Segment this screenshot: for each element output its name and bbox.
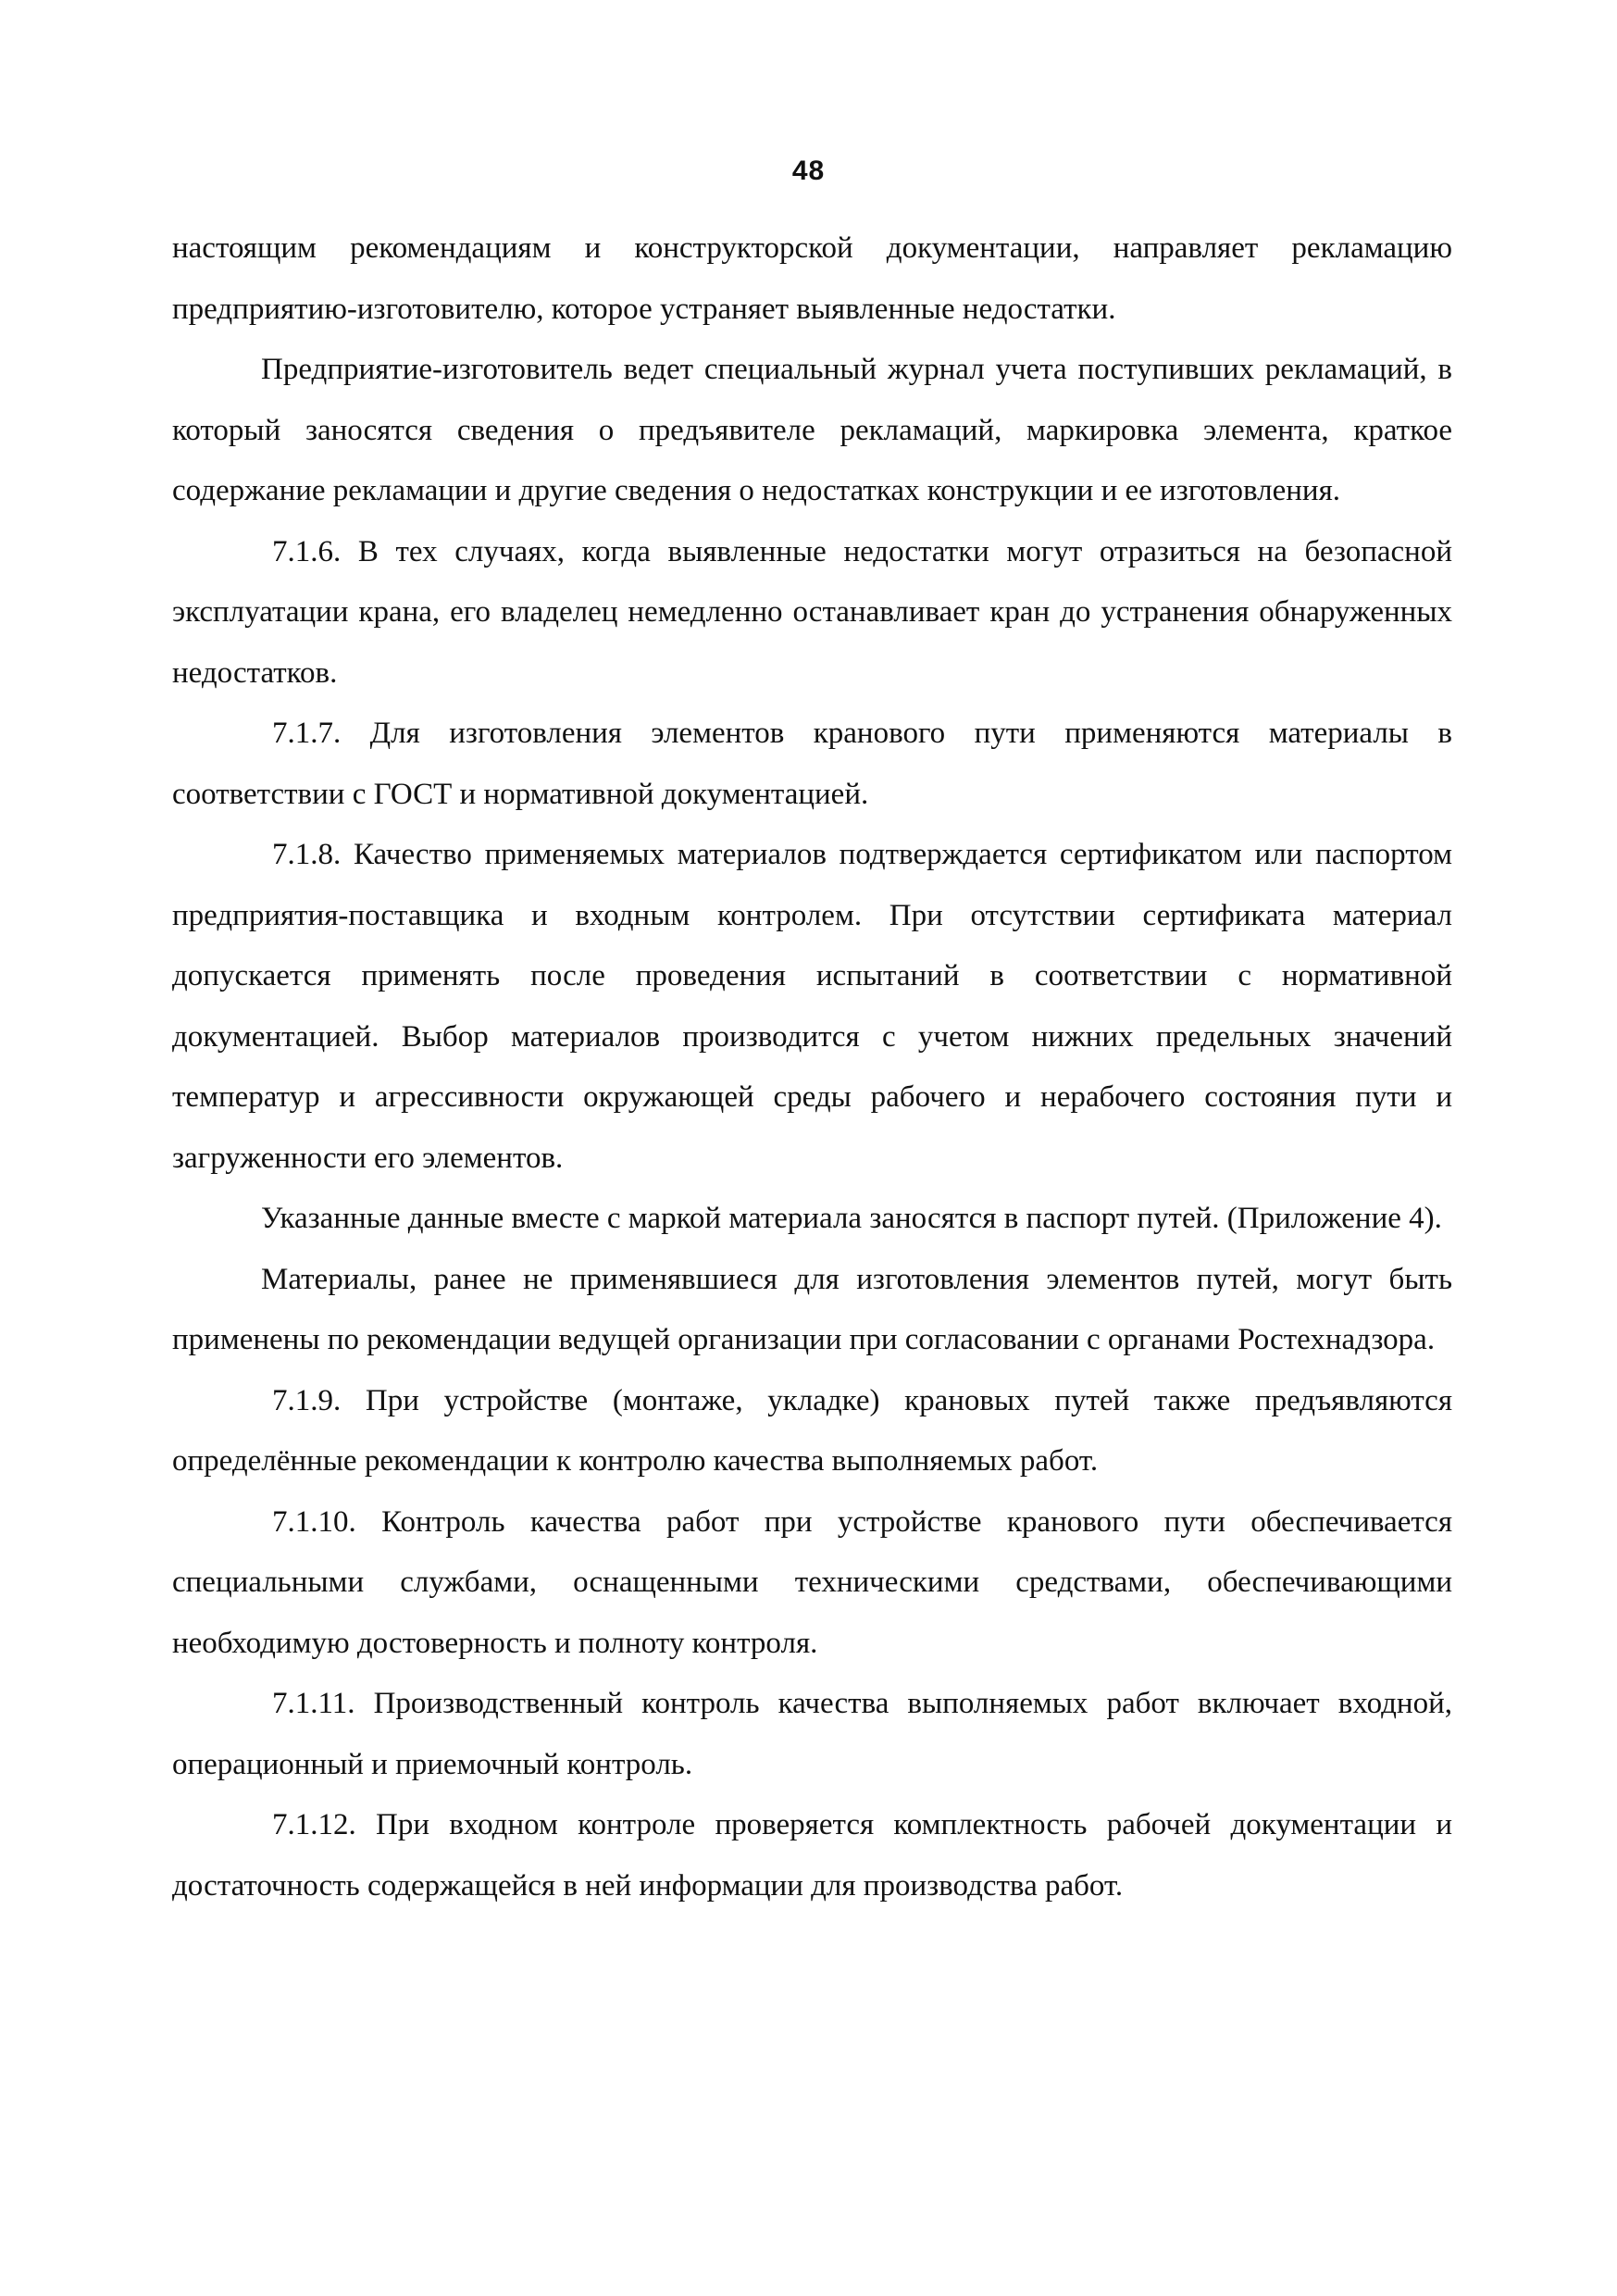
paragraph-7-1-11: 7.1.11. Производственный контроль качества выполняемых работ включает входной, операционный и приемочный контроль. (172, 1687, 1452, 1781)
paragraph-7-1-12: 7.1.12. При входном контроле проверяется комплектность рабочей документации и достаточность содержащейся в ней информации для производства работ. (172, 1808, 1452, 1903)
paragraph-7-1-7: 7.1.7. Для изготовления элементов кранового пути применяются материалы в соответствии с ГОСТ и нормативной документацией. (172, 717, 1452, 811)
paragraph-passport-data: Указанные данные вместе с маркой материала заносятся в паспорт путей. (Приложение 4). (261, 1202, 1442, 1235)
paragraph-7-1-9: 7.1.9. При устройстве (монтаже, укладке) крановых путей также предъявляются определённые рекомендации к контролю качества выполняемых работ. (172, 1383, 1452, 1478)
paragraph-7-1-8: 7.1.8. Качество применяемых материалов подтверждается сертификатом или паспортом предприятия-поставщика и входным контролем. При отсутствии сертификата материал допускается применять после проведения испытаний в соответствии с нормативной документацией. Выбор материалов производится с учетом нижних предельных значений температур и агрессивности окружающей среды рабочего и нерабочего состояния пути и загруженности его элементов. (172, 838, 1452, 1175)
paragraph-continuation: настоящим рекомендациям и конструкторской документации, направляет рекламацию предприятию-изготовителю, которое устраняет выявленные недостатки. (172, 231, 1452, 326)
paragraph-7-1-10: 7.1.10. Контроль качества работ при устройстве кранового пути обеспечивается специальными службами, оснащенными техническими средствами, обеспечивающими необходимую достоверность и полноту контроля. (172, 1504, 1452, 1660)
page-number: 48 (791, 156, 826, 186)
body-text (172, 218, 1452, 1916)
paragraph-7-1-6: 7.1.6. В тех случаях, когда выявленные недостатки могут отразиться на безопасной эксплуатации крана, его владелец немедленно останавливает кран до устранения обнаруженных недостатков. (172, 534, 1452, 690)
paragraph-new-materials: Материалы, ранее не применявшиеся для изготовления элементов путей, могут быть применены по рекомендации ведущей организации при согласовании с органами Ростехнадзора. (172, 1262, 1452, 1356)
paragraph-complaint-journal: Предприятие-изготовитель ведет специальный журнал учета поступивших рекламаций, в который заносятся сведения о предъявителе рекламаций, маркировка элемента, краткое содержание рекламации и другие сведения о недостатках конструкции и ее изготовления. (172, 353, 1452, 507)
